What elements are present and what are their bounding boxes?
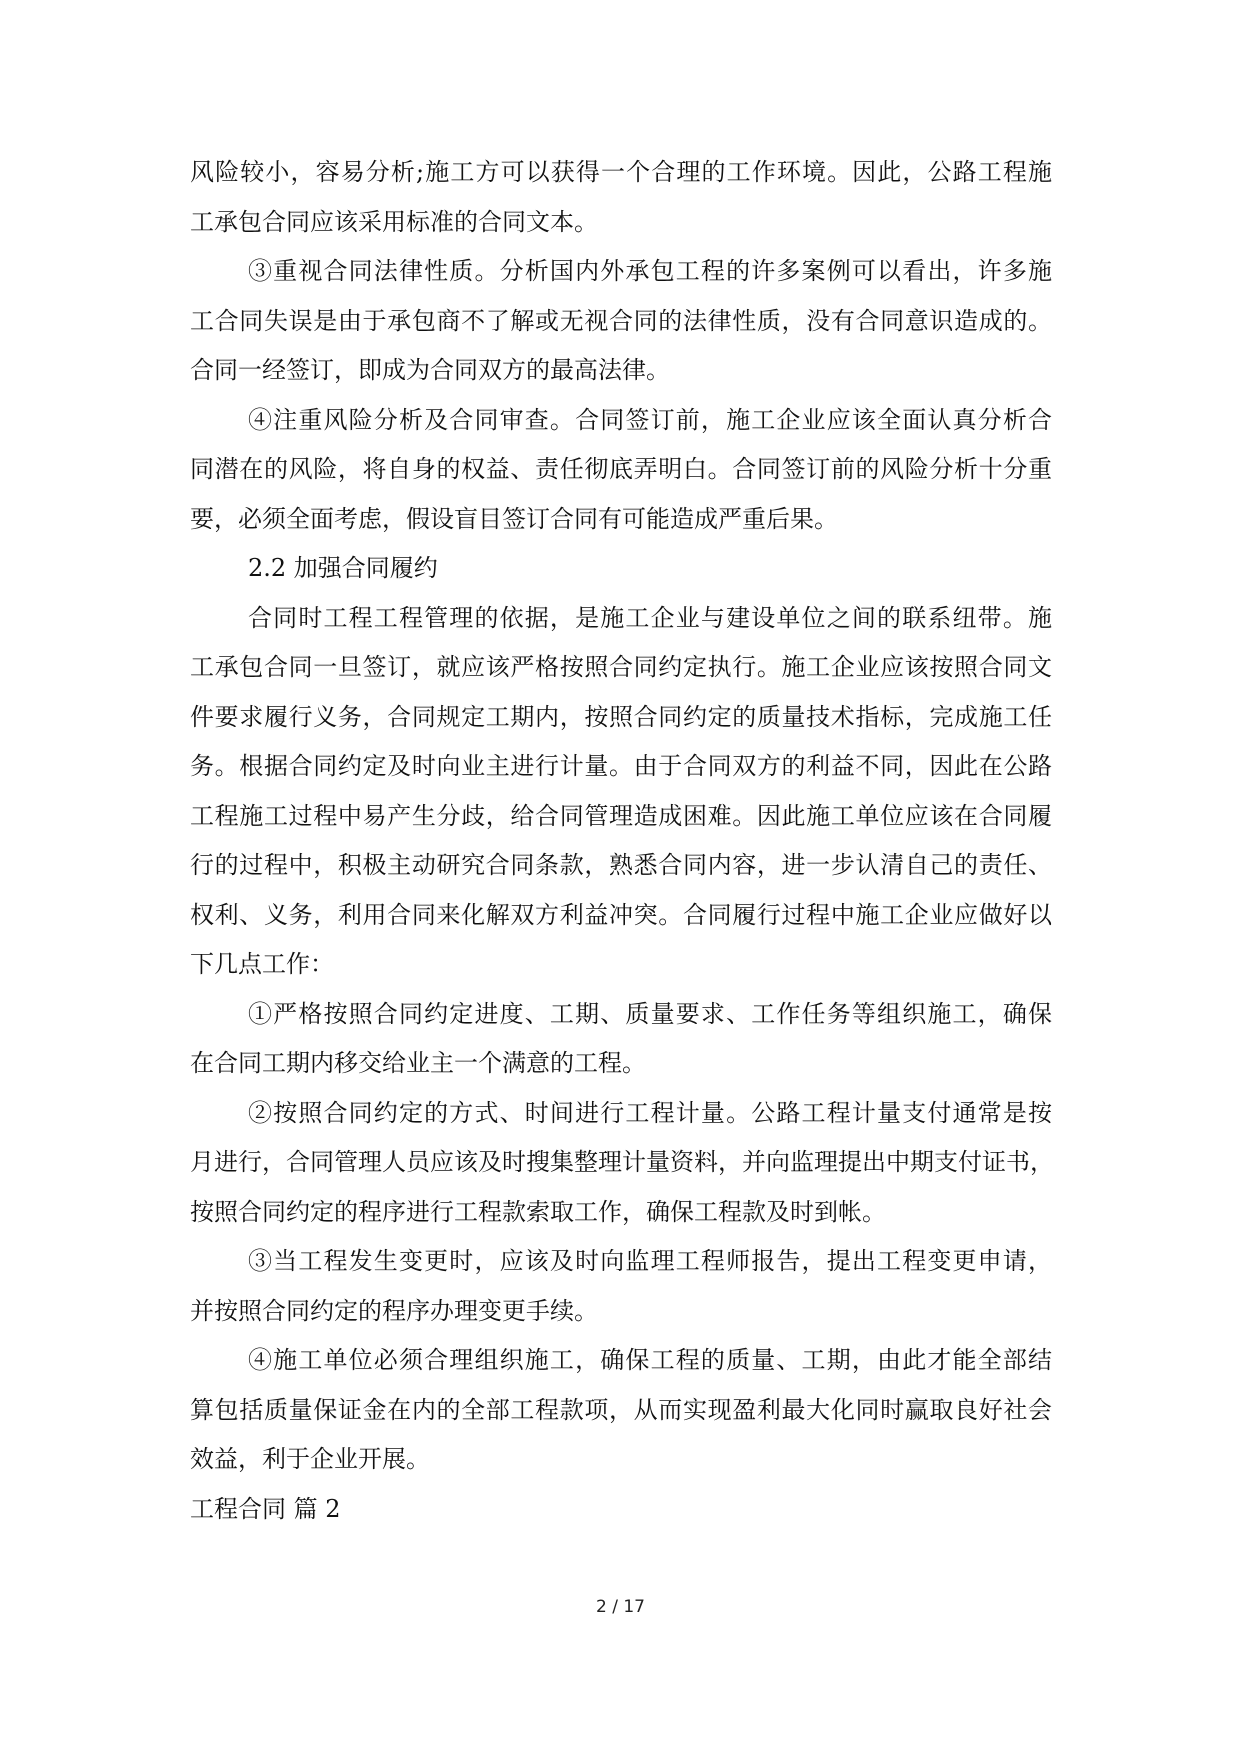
text-line: 在合同工期内移交给业主一个满意的工程。 bbox=[190, 1049, 646, 1077]
text-line: 工合同失误是由于承包商不了解或无视合同的法律性质，没有合同意识造成的。 bbox=[190, 306, 1052, 335]
text-line: 行的过程中，积极主动研究合同条款，熟悉合同内容，进一步认清自己的责任、 bbox=[190, 851, 1052, 879]
text-line: ④注重风险分析及合同审查。合同签订前，施工企业应该全面认真分析合 bbox=[248, 405, 1052, 434]
text-line: ②按照合同约定的方式、时间进行工程计量。公路工程计量支付通常是按 bbox=[248, 1098, 1052, 1127]
text-line: 算包括质量保证金在内的全部工程款项，从而实现盈利最大化同时赢取良好社会 bbox=[190, 1395, 1052, 1424]
text-line: 按照合同约定的程序进行工程款索取工作，确保工程款及时到帐。 bbox=[190, 1197, 886, 1226]
text-line: ①严格按照合同约定进度、工期、质量要求、工作任务等组织施工，确保 bbox=[248, 999, 1052, 1028]
article-title: 工程合同 篇 2 bbox=[190, 1494, 341, 1523]
text-line: 工承包合同应该采用标准的合同文本。 bbox=[190, 207, 598, 236]
text-line: 务。根据合同约定及时向业主进行计量。由于合同双方的利益不同，因此在公路 bbox=[190, 752, 1052, 780]
text-line: 件要求履行义务，合同规定工期内，按照合同约定的质量技术指标，完成施工任 bbox=[190, 702, 1052, 731]
text-line: ③当工程发生变更时，应该及时向监理工程师报告，提出工程变更申请， bbox=[248, 1247, 1052, 1275]
text-line: ③重视合同法律性质。分析国内外承包工程的许多案例可以看出，许多施 bbox=[248, 257, 1052, 285]
text-line: 效益，利于企业开展。 bbox=[190, 1445, 430, 1473]
text-line: 风险较小，容易分析;施工方可以获得一个合理的工作环境。因此，公路工程施 bbox=[190, 158, 1052, 186]
section-heading: 2.2 加强合同履约 bbox=[248, 554, 438, 582]
text-line: 下几点工作： bbox=[190, 950, 334, 978]
text-line: 要，必须全面考虑，假设盲目签订合同有可能造成严重后果。 bbox=[190, 504, 838, 533]
page-number: 2 / 17 bbox=[596, 1597, 645, 1617]
text-line: 工程施工过程中易产生分歧，给合同管理造成困难。因此施工单位应该在合同履 bbox=[190, 801, 1052, 830]
text-line: 同潜在的风险，将自身的权益、责任彻底弄明白。合同签订前的风险分析十分重 bbox=[190, 455, 1052, 483]
text-line: 月进行，合同管理人员应该及时搜集整理计量资料，并向监理提出中期支付证书， bbox=[190, 1148, 1054, 1176]
document-body bbox=[190, 148, 1052, 1534]
text-line: 合同一经签订，即成为合同双方的最高法律。 bbox=[190, 356, 670, 384]
text-line: 合同时工程工程管理的依据，是施工企业与建设单位之间的联系纽带。施 bbox=[248, 603, 1052, 632]
text-line: ④施工单位必须合理组织施工，确保工程的质量、工期，由此才能全部结 bbox=[248, 1346, 1052, 1374]
text-line: 权利、义务，利用合同来化解双方利益冲突。合同履行过程中施工企业应做好以 bbox=[190, 900, 1052, 929]
text-line: 并按照合同约定的程序办理变更手续。 bbox=[190, 1296, 598, 1325]
text-line: 工承包合同一旦签订，就应该严格按照合同约定执行。施工企业应该按照合同文 bbox=[190, 653, 1052, 681]
